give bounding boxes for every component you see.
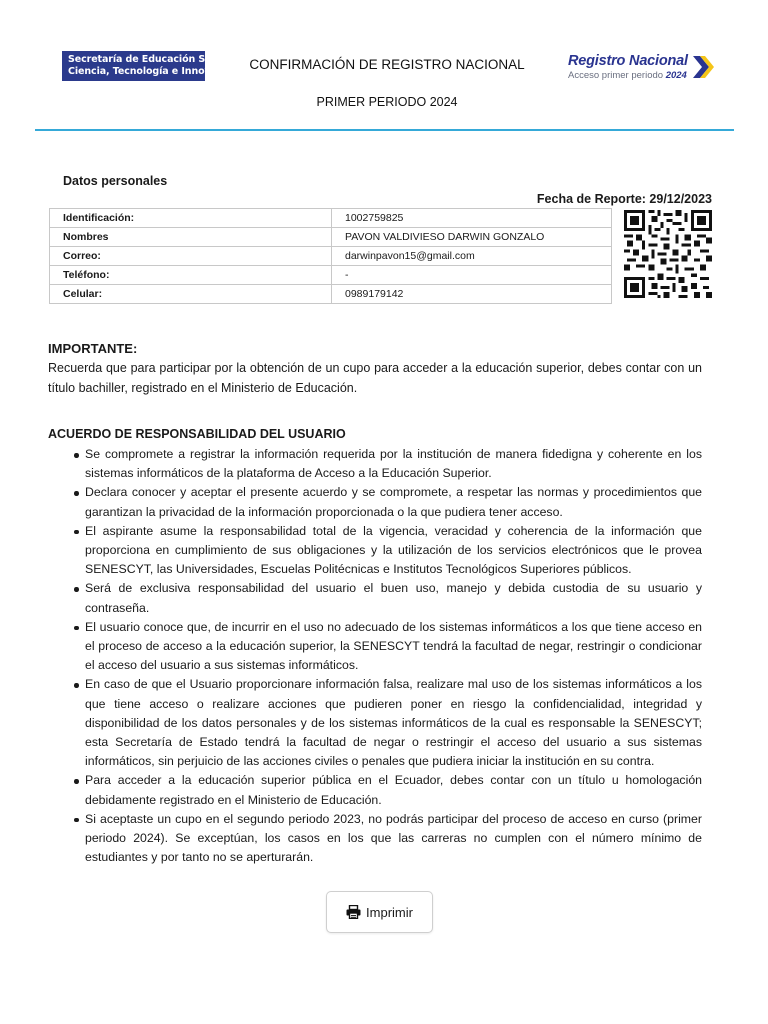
- print-button[interactable]: [326, 891, 433, 933]
- row-label: Celular:: [50, 285, 332, 304]
- table-row: [50, 285, 612, 304]
- list-item: Si aceptaste un cupo en el segundo periodo 2023, no podrás participar del proceso de acceso en curso (primer periodo 2024). Se exceptúan, los casos en los que las carreras no cumplen con el número mínimo de estudiantes y por tanto no se aperturarán.: [48, 810, 702, 868]
- row-label: Identificación:: [50, 209, 332, 228]
- list-item: Para acceder a la educación superior pública en el Ecuador, debes contar con un título u homologación debidamente registrado en el Ministerio de Educación.: [48, 771, 702, 809]
- agreement-list: [48, 445, 702, 867]
- senescyt-logo: [62, 51, 246, 81]
- row-value: -: [332, 266, 612, 285]
- list-item: El usuario conoce que, de incurrir en el uso no adecuado de los sistemas informáticos a los que tiene acceso en el proceso de acceso a la educación superior, la SENESCYT tendrá la facultad de negar, restringir o condicionar el acceso del usuario a sus sistemas informáticos.: [48, 618, 702, 676]
- personal-data-title: Datos personales: [63, 174, 168, 188]
- header-divider: [35, 129, 734, 131]
- row-value: darwinpavon15@gmail.com: [332, 247, 612, 266]
- personal-data-table: [49, 208, 612, 304]
- table-row: [50, 228, 612, 247]
- important-text: Recuerda que para participar por la obtención de un cupo para acceder a la educación superior, debes contar con un título bachiller, registrado en el Ministerio de Educación.: [48, 361, 702, 395]
- table-row: [50, 247, 612, 266]
- row-label: Teléfono:: [50, 266, 332, 285]
- logo-right-title: Registro Nacional: [568, 53, 688, 69]
- logo-left-line-1: Secretaría de Educación Superior,: [68, 54, 246, 65]
- page-title: CONFIRMACIÓN DE REGISTRO NACIONAL: [249, 57, 525, 72]
- list-item: Declara conocer y aceptar el presente acuerdo y se compromete, a respetar las normas y procedimientos que garantizan la privacidad de la información proporcionada o la que pudiera tener acceso.: [48, 483, 702, 521]
- table-row: [50, 266, 612, 285]
- row-value: PAVON VALDIVIESO DARWIN GONZALO: [332, 228, 612, 247]
- print-button-label: Imprimir: [366, 904, 413, 920]
- report-date: Fecha de Reporte: 29/12/2023: [536, 192, 712, 206]
- list-item: Será de exclusiva responsabilidad del usuario el buen uso, manejo y debida custodia de su usuario y contraseña.: [48, 579, 702, 617]
- row-label: Nombres: [50, 228, 332, 247]
- table-row: [50, 209, 612, 228]
- chevron-arrows-icon: [691, 54, 715, 80]
- registro-nacional-logo: [568, 53, 716, 83]
- qr-code: [624, 210, 712, 298]
- logo-left-line-2: Ciencia, Tecnología e Innovación: [68, 66, 239, 77]
- important-title: IMPORTANTE:: [48, 341, 138, 356]
- page-subtitle: PRIMER PERIODO 2024: [316, 95, 458, 109]
- list-item: En caso de que el Usuario proporcionare información falsa, realizare mal uso de los sistemas informáticos a los que tiene acceso o realizare acciones que pudieren poner en riesgo la confidencialidad, integridad y disponibilidad de los datos personales y de los sistemas informáticos de la cual es responsable la SENESCYT; esta Secretaría de Estado tendrá la facultad de negar o restringir el acceso del usuario a sus sistemas informáticos, sin perjuicio de las acciones civiles o penales que pudiera iniciar la institución en su contra.: [48, 675, 702, 771]
- logo-right-subtitle: [568, 70, 687, 81]
- logo-right-year: 2024: [665, 70, 687, 81]
- list-item: El aspirante asume la responsabilidad total de la vigencia, veracidad y coherencia de la información que proporciona en cumplimiento de sus obligaciones y la utilización de los servicios electrónicos que le provea SENESCYT, las Universidades, Escuelas Politécnicas e Institutos Tecnológicos Superiores públicos.: [48, 522, 702, 580]
- printer-icon: [346, 905, 361, 919]
- list-item: Se compromete a registrar la información requerida por la institución de manera fidedigna y coherente en los sistemas informáticos de la plataforma de Acceso a la Educación Superior.: [48, 445, 702, 483]
- row-label: Correo:: [50, 247, 332, 266]
- agreement-title: ACUERDO DE RESPONSABILIDAD DEL USUARIO: [48, 427, 346, 441]
- row-value: 0989179142: [332, 285, 612, 304]
- logo-right-sub-text: Acceso primer periodo: [568, 70, 664, 81]
- row-value: 1002759825: [332, 209, 612, 228]
